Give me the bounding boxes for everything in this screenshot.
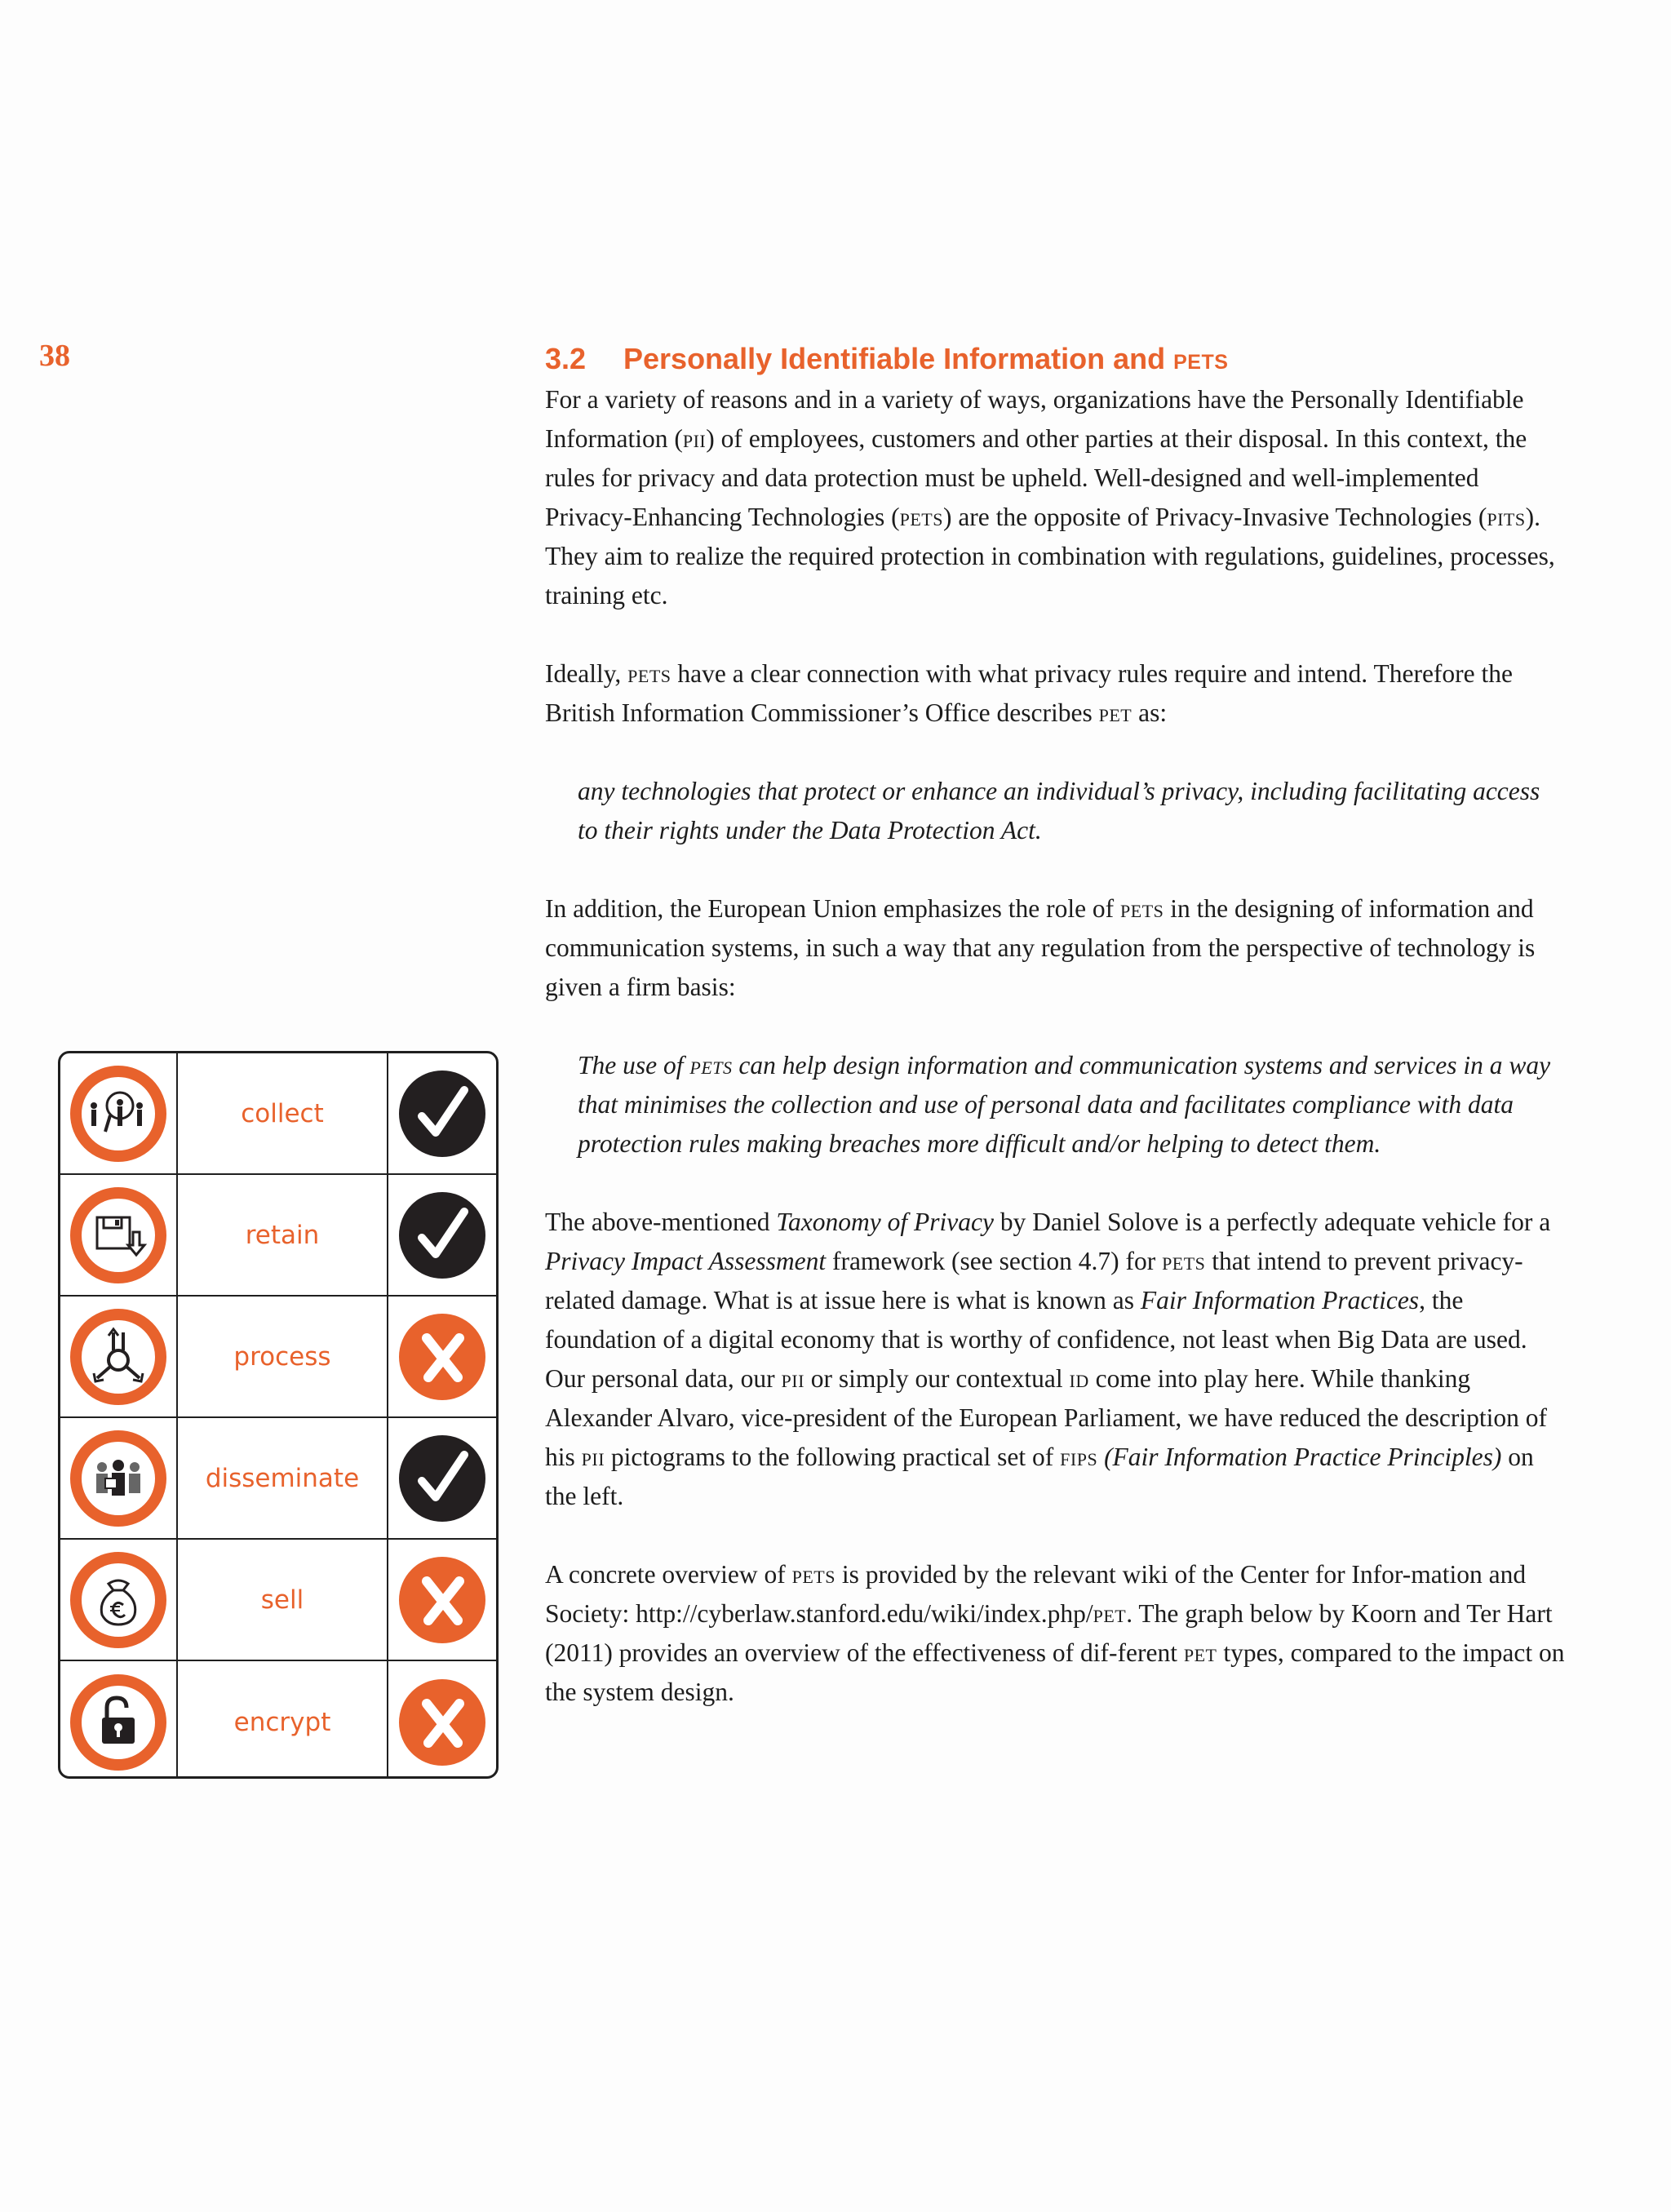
fips-label: disseminate — [205, 1463, 360, 1493]
fips-row-encrypt — [60, 1661, 496, 1779]
cross-icon — [397, 1678, 487, 1767]
paragraph-taxonomy — [545, 1203, 1565, 1516]
abbr: pet — [1093, 1599, 1127, 1628]
cross-icon — [397, 1312, 487, 1402]
section-title: Personally Identifiable Information and — [623, 342, 1174, 375]
text-run: on the left. — [545, 1443, 1534, 1510]
text-run: For a variety of reasons and in a variety of ways, organizations have the Personally Identifiable Information ( — [545, 385, 1524, 453]
text-run: ) are the opposite of Privacy-Invasive Technologies ( — [942, 503, 1487, 531]
fips-label: retain — [245, 1220, 320, 1250]
paragraph-overview — [545, 1555, 1565, 1712]
abbr: pii — [682, 424, 707, 453]
text-run: framework (see section 4.7) for — [826, 1247, 1163, 1275]
fips-icon-cell — [60, 1053, 178, 1173]
fips-label-cell — [178, 1418, 388, 1538]
text-run: by Daniel Solove is a perfectly adequate vehicle for a — [993, 1208, 1551, 1236]
fips-label: sell — [260, 1585, 304, 1615]
quote-eu — [578, 1046, 1565, 1164]
paragraph-ico — [545, 654, 1565, 733]
fips-status-cell — [388, 1297, 496, 1416]
abbr: fips — [1060, 1443, 1098, 1471]
fips-label-cell — [178, 1175, 388, 1295]
fips-label-cell — [178, 1540, 388, 1660]
paragraph-eu — [545, 889, 1565, 1007]
abbr: pets — [689, 1051, 733, 1079]
text-run: or simply our contextual — [804, 1364, 1070, 1393]
fips-row-collect — [60, 1053, 496, 1175]
text-run: types, compared to the impact on the system design. — [545, 1638, 1565, 1706]
check-icon — [397, 1434, 487, 1523]
fips-icon-cell — [60, 1540, 178, 1660]
process-arrows-icon — [69, 1308, 167, 1406]
fips-icon-cell — [60, 1175, 178, 1295]
fips-label-cell — [178, 1297, 388, 1416]
fips-row-process — [60, 1297, 496, 1418]
fips-label-cell — [178, 1053, 388, 1173]
italic-run: Taxonomy of Privacy — [776, 1208, 994, 1236]
fips-row-sell — [60, 1540, 496, 1661]
abbr: pets — [627, 659, 672, 688]
people-inspect-icon — [69, 1065, 167, 1163]
check-icon — [397, 1190, 487, 1280]
fips-label: collect — [241, 1098, 324, 1128]
abbr: id — [1069, 1364, 1089, 1393]
text-run: ) of employees, customers and other parties at their disposal. In this context, the rules for privacy and data protection must be upheld. Well-designed and well-implemented Privacy-Enhancing Technologies ( — [545, 424, 1527, 531]
text-run: pictograms to the following practical set of — [605, 1443, 1061, 1471]
text-run: A concrete overview of — [545, 1560, 792, 1589]
italic-run: Fair Information Practices — [1140, 1286, 1420, 1314]
fips-icon-cell — [60, 1418, 178, 1538]
fips-status-cell — [388, 1540, 496, 1660]
text-run: is provided by the relevant wiki of the Center for Infor-mation and Society: http://cyberlaw.stanford.edu/wiki/index.php/ — [545, 1560, 1527, 1628]
text-run: ). They aim to realize the required protection in combination with regulations, guidelines, processes, training etc. — [545, 503, 1555, 610]
section-title-abbr: pets — [1173, 342, 1229, 375]
text-run: Ideally, — [545, 659, 628, 688]
paragraph-intro — [545, 380, 1565, 615]
people-share-icon — [69, 1430, 167, 1527]
fips-table — [58, 1051, 499, 1779]
cross-icon — [397, 1555, 487, 1645]
fips-row-disseminate — [60, 1418, 496, 1540]
floppy-save-icon — [69, 1186, 167, 1284]
fips-label-cell — [178, 1661, 388, 1779]
text-run: in the designing of information and communication systems, in such a way that any regulation from the perspective of technology is given a firm basis: — [545, 894, 1536, 1001]
text-run: The use of — [578, 1051, 690, 1079]
section-heading — [545, 338, 1565, 380]
abbr: pets — [1162, 1247, 1206, 1275]
quote-ico: any technologies that protect or enhance an individual’s privacy, including facilitating access to their rights under the Data Protection Act. — [578, 777, 1540, 844]
text-run: come into play here. While thanking Alexander Alvaro, vice-president of the European Parliament, we have reduced the description of his — [545, 1364, 1548, 1471]
abbr: pet — [1183, 1638, 1217, 1667]
section-number: 3.2 — [545, 342, 587, 375]
text-run: have a clear connection with what privacy rules require and intend. Therefore the British Information Commissioner’s Office describes — [545, 659, 1514, 727]
text-run: that intend to prevent privacy-related damage. What is at issue here is what is known as — [545, 1247, 1523, 1314]
italic-run: (Fair Information Practice Principles) — [1097, 1443, 1502, 1471]
abbr: pits — [1487, 503, 1526, 531]
text-run: as: — [1132, 698, 1168, 727]
abbr: pii — [581, 1443, 605, 1471]
page-number: 38 — [39, 339, 70, 373]
fips-label: process — [233, 1341, 331, 1372]
fips-icon-cell — [60, 1661, 178, 1779]
open-padlock-icon — [69, 1673, 167, 1771]
fips-row-retain — [60, 1175, 496, 1297]
text-run: In addition, the European Union emphasizes the role of — [545, 894, 1121, 923]
money-bag-euro-icon — [69, 1551, 167, 1649]
abbr: pets — [1120, 894, 1164, 923]
fips-icon-cell — [60, 1297, 178, 1416]
fips-status-cell — [388, 1661, 496, 1779]
text-run: . The graph below by Koorn and Ter Hart (2011) provides an overview of the effectiveness of dif-ferent — [545, 1599, 1553, 1667]
abbr: pet — [1098, 698, 1132, 727]
text-run: The above-mentioned — [545, 1208, 777, 1236]
abbr: pets — [899, 503, 943, 531]
abbr: pets — [791, 1560, 836, 1589]
check-icon — [397, 1069, 487, 1159]
abbr: pii — [781, 1364, 804, 1393]
main-text-column — [545, 338, 1565, 1751]
fips-status-cell — [388, 1175, 496, 1295]
text-run: , the foundation of a digital economy that is worthy of confidence, not least when Big Data are used. Our personal data, our — [545, 1286, 1527, 1393]
fips-label: encrypt — [233, 1707, 331, 1737]
fips-status-cell — [388, 1418, 496, 1538]
italic-run: Privacy Impact Assessment — [545, 1247, 827, 1275]
text-run: can help design information and communication systems and services in a way that minimises the collection and use of personal data and facilitates compliance with data protection rules making breaches more difficult and/or helping to detect them. — [578, 1051, 1551, 1158]
fips-status-cell — [388, 1053, 496, 1173]
